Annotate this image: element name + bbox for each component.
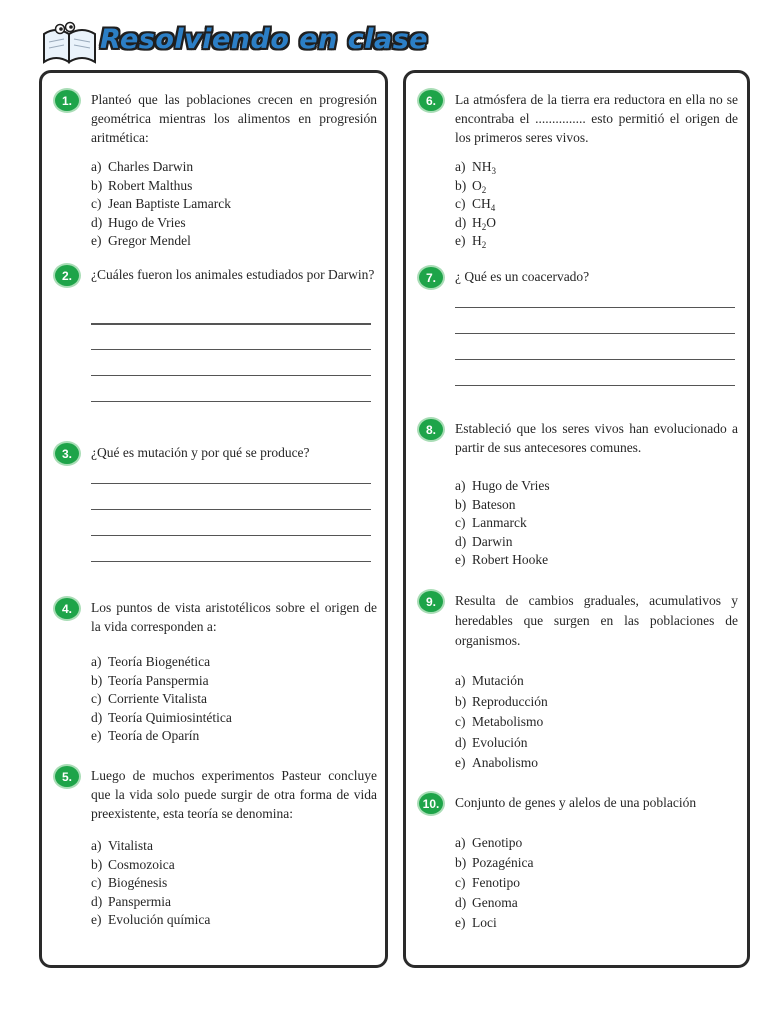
- option-list: [91, 158, 231, 251]
- question-number-badge: 9.: [419, 591, 443, 612]
- question-text: Los puntos de vista aristotélicos sobre el origen de la vida corresponden a:: [91, 600, 377, 634]
- option-item: c) Lanmarck: [455, 515, 527, 530]
- option-item: e) Robert Hooke: [455, 552, 549, 567]
- question-number-badge: 2.: [55, 265, 79, 286]
- option-item: d) Panspermia: [91, 893, 171, 909]
- question-text: ¿Cuáles fueron los animales estudiados por Darwin?: [91, 267, 375, 282]
- question-2: [55, 265, 377, 415]
- option-item: b) $O_2$: [455, 177, 487, 195]
- option-item: c) $CH_4$: [455, 196, 496, 213]
- option-list: [455, 158, 496, 251]
- formula: O: [472, 177, 482, 193]
- option-item: d) Hugo de Vries: [91, 214, 186, 230]
- option-item: b) Reproducción: [455, 693, 548, 709]
- option-item: a) Genotipo: [455, 835, 523, 850]
- option-item: c) Fenotipo: [455, 875, 521, 890]
- option-item: b) Pozagénica: [455, 855, 534, 870]
- question-3: [55, 443, 377, 568]
- question-text: ¿ Qué es un coacervado?: [455, 269, 590, 284]
- right-question-panel: [403, 70, 750, 968]
- option-item: e) Anabolismo: [455, 755, 538, 770]
- option-item: b) Cosmozoica: [91, 856, 175, 872]
- question-number-badge: 4.: [55, 598, 79, 619]
- formula: H: [472, 214, 482, 230]
- option-item: d) Evolución: [455, 734, 528, 750]
- option-item: e) $H_2$: [455, 233, 487, 250]
- answer-line[interactable]: [455, 385, 735, 386]
- question-text: La atmósfera de la tierra era reductora en ella no se encontraba el ............... esto permitió el origen de los primeros seres vivos.: [455, 92, 738, 145]
- answer-line[interactable]: [455, 359, 735, 360]
- option-item: b) Robert Malthus: [91, 177, 193, 193]
- option-list: [455, 477, 550, 570]
- option-item: d) $H_2O$: [455, 214, 496, 232]
- formula: H: [472, 233, 482, 248]
- question-number-badge: 7.: [419, 267, 443, 288]
- answer-line[interactable]: [91, 349, 371, 350]
- answer-line[interactable]: [455, 307, 735, 308]
- option-item: b) Bateson: [455, 496, 516, 512]
- question-number-badge: 3.: [55, 443, 79, 464]
- question-text: Planteó que las poblaciones crecen en progresión geométrica mientras los alimentos en progresión aritmética:: [91, 92, 377, 145]
- option-item: a) Teoría Biogenética: [91, 654, 211, 669]
- page-header: [40, 18, 429, 68]
- question-text: Conjunto de genes y alelos de una población: [455, 795, 697, 810]
- option-list: [455, 833, 533, 933]
- formula: NH: [472, 159, 492, 174]
- question-number-badge: 6.: [419, 90, 443, 111]
- option-item: c) Biogénesis: [91, 875, 168, 890]
- book-mascot-icon: [40, 20, 100, 66]
- answer-line[interactable]: [91, 483, 371, 484]
- option-item: e) Teoría de Oparín: [91, 728, 200, 743]
- question-text: Resulta de cambios graduales, acumulativos y heredables que surgen en las poblaciones de organismos.: [455, 593, 738, 648]
- question-number-badge: 8.: [419, 419, 443, 440]
- option-item: a) Vitalista: [91, 838, 153, 853]
- option-list: [455, 671, 548, 774]
- option-item: b) Teoría Panspermia: [91, 672, 209, 688]
- option-item: c) Jean Baptiste Lamarck: [91, 196, 231, 211]
- option-item: e) Evolución química: [91, 912, 211, 927]
- option-item: e) Gregor Mendel: [91, 233, 191, 248]
- question-number-badge: 5.: [55, 766, 79, 787]
- question-text: Estableció que los seres vivos han evolucionado a partir de sus antecesores comunes.: [455, 421, 738, 455]
- option-item: d) Teoría Quimiosintética: [91, 709, 232, 725]
- answer-line[interactable]: [91, 323, 371, 325]
- option-list: [91, 837, 210, 930]
- question-text: ¿Qué es mutación y por qué se produce?: [91, 445, 310, 460]
- option-item: d) Darwin: [455, 533, 513, 549]
- header-title: Resolviendo en clase: [100, 24, 429, 55]
- option-item: d) Genoma: [455, 895, 518, 910]
- option-item: c) Corriente Vitalista: [91, 691, 208, 706]
- option-item: e) Loci: [455, 915, 497, 930]
- answer-line[interactable]: [91, 375, 371, 376]
- question-7: [419, 267, 739, 397]
- question-number-badge: 10.: [419, 793, 443, 814]
- question-number-badge: 1.: [55, 90, 79, 111]
- answer-line[interactable]: [91, 535, 371, 536]
- answer-line[interactable]: [455, 333, 735, 334]
- left-question-panel: [39, 70, 388, 968]
- option-list: [91, 653, 232, 746]
- formula: CH: [472, 196, 491, 211]
- option-item: a) Mutación: [455, 673, 524, 688]
- option-item: a) Hugo de Vries: [455, 478, 550, 493]
- question-text: Luego de muchos experimentos Pasteur concluye que la vida solo puede surgir de otra forma de vida preexistente, esta teoría se denomina:: [91, 768, 377, 821]
- option-item: a) $NH_3$: [455, 159, 496, 176]
- answer-line[interactable]: [91, 509, 371, 510]
- answer-line[interactable]: [91, 401, 371, 402]
- option-item: c) Metabolismo: [455, 714, 544, 729]
- answer-line[interactable]: [91, 561, 371, 562]
- option-item: a) Charles Darwin: [91, 159, 194, 174]
